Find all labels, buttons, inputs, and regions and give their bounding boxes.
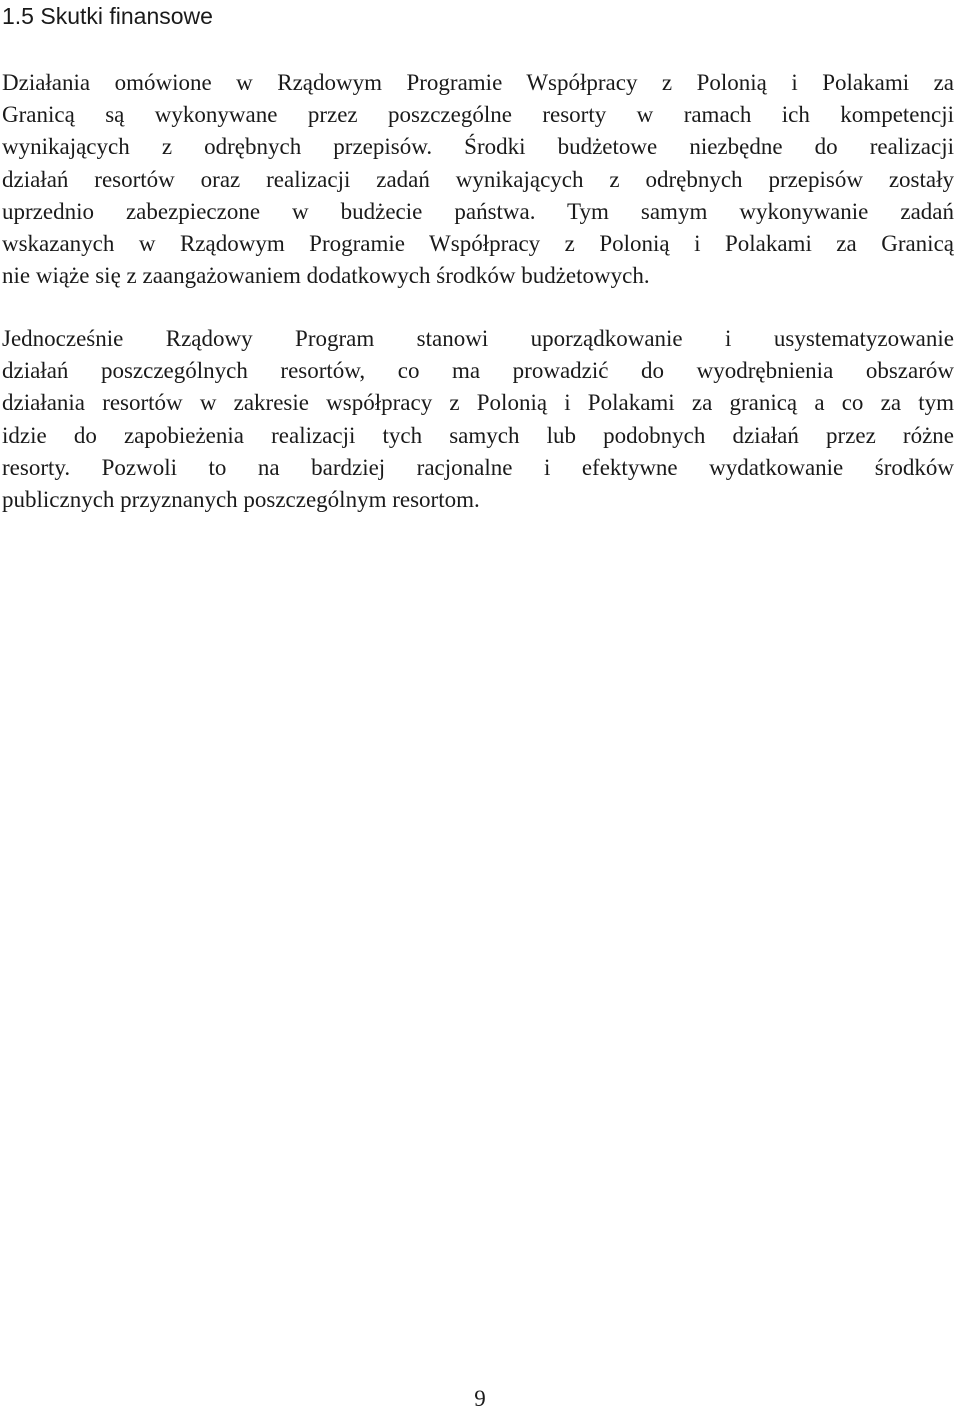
paragraph-line: publicznych przyznanych poszczególnym resortom. — [2, 486, 480, 512]
paragraph-line: resorty. Pozwoli to na bardziej racjonalne i efektywne wydatkowanie środków — [2, 454, 954, 480]
paragraph-line: idzie do zapobieżenia realizacji tych samych lub podobnych działań przez różne — [2, 422, 954, 448]
paragraph-line: działania resortów w zakresie współpracy z Polonią i Polakami za granicą a co za tym — [2, 390, 954, 416]
paragraph-line: Działania omówione w Rządowym Programie Współpracy z Polonią i Polakami za — [2, 70, 954, 95]
paragraph-line: wskazanych w Rządowym Programie Współpracy z Polonią i Polakami za Granicą — [2, 230, 954, 256]
paragraph-program-organization — [2, 323, 954, 516]
section-heading: 1.5 Skutki finansowe — [2, 3, 213, 29]
paragraph-line: działań resortów oraz realizacji zadań wynikających z odrębnych przepisów zostały — [2, 166, 954, 192]
page-number: 9 — [474, 1386, 486, 1411]
paragraph-financial-effects — [2, 67, 954, 292]
paragraph-line: Granicą są wykonywane przez poszczególne resorty w ramach ich kompetencji — [2, 102, 954, 128]
paragraph-line: uprzednio zabezpieczone w budżecie państwa. Tym samym wykonywanie zadań — [2, 198, 954, 224]
paragraph-line: nie wiąże się z zaangażowaniem dodatkowych środków budżetowych. — [2, 263, 650, 289]
paragraph-line: Jednocześnie Rządowy Program stanowi uporządkowanie i usystematyzowanie — [2, 326, 954, 351]
paragraph-line: wynikających z odrębnych przepisów. Środki budżetowe niezbędne do realizacji — [2, 134, 954, 160]
paragraph-line: działań poszczególnych resortów, co ma prowadzić do wyodrębnienia obszarów — [2, 358, 954, 384]
